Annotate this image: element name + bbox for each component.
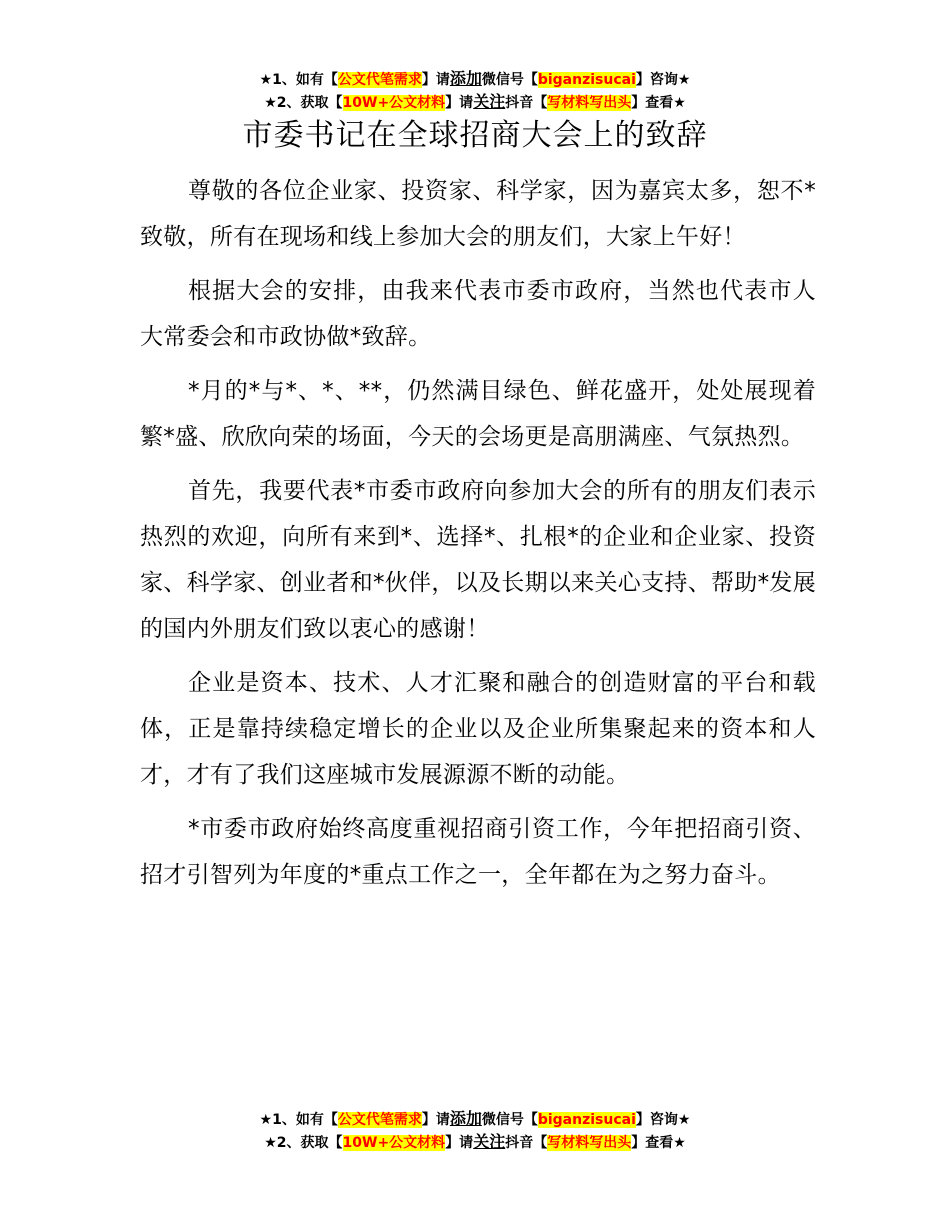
banner-line1-mid1: 】请 [421,1112,450,1128]
banner-line1-mid2: 微信号【 [481,72,538,88]
paragraph-1: 尊敬的各位企业家、投资家、科学家，因为嘉宾太多，恕不*致敬，所有在现场和线上参加大会的朋友们，大家上午好！ [140,178,816,250]
paragraph-3: *月的*与*、*、**，仍然满目绿色、鲜花盛开，处处展现着繁*盛、欣欣向荣的场面，今天的会场更是高朋满座、气氛热烈。 [140,378,816,450]
banner-follow-text: 关注 [473,92,506,111]
document-body [140,168,816,906]
banner-line-2 [0,1130,950,1153]
banner-line2-suffix: 】查看★ [631,1135,686,1151]
banner-line1-mid2: 微信号【 [481,1112,538,1128]
banner-line2-mid2: 抖音【 [505,95,548,111]
banner-follow-text: 关注 [473,1132,506,1151]
banner-douyin-id: 写材料写出头 [547,95,632,111]
banner-add-text: 添加 [449,1109,482,1128]
paragraph-2: 根据大会的安排，由我来代表市委市政府，当然也代表市人大常委会和市政协做*致辞。 [140,278,816,350]
banner-line2-suffix: 】查看★ [631,95,686,111]
banner-wechat-id: biganzisucai [537,72,636,88]
banner-line1-mid1: 】请 [421,72,450,88]
paragraph-5: 企业是资本、技术、人才汇聚和融合的创造财富的平台和载体，正是靠持续稳定增长的企业以及企业所集聚起来的资本和人才，才有了我们这座城市发展源源不断的动能。 [140,670,816,788]
banner-line-1 [0,67,950,90]
banner-need-highlight: 公文代笔需求 [337,72,422,88]
banner-line2-prefix: ★2、获取【 [264,1135,343,1151]
banner-line-1 [0,1107,950,1130]
banner-douyin-id: 写材料写出头 [547,1135,632,1151]
banner-material-highlight: 10W+公文材料 [342,1135,446,1151]
banner-line1-prefix: ★1、如有【 [259,1112,338,1128]
banner-line-2 [0,90,950,113]
banner-line2-prefix: ★2、获取【 [264,95,343,111]
banner-line1-suffix: 】咨询★ [635,1112,691,1128]
bottom-banner [0,1107,950,1153]
top-banner [0,67,950,113]
banner-need-highlight: 公文代笔需求 [337,1112,422,1128]
paragraph-4: 首先，我要代表*市委市政府向参加大会的所有的朋友们表示热烈的欢迎，向所有来到*、选择*、扎根*的企业和企业家、投资家、科学家、创业者和*伙伴，以及长期以来关心支持、帮助*发展的国内外朋友们致以衷心的感谢！ [140,478,816,642]
banner-material-highlight: 10W+公文材料 [342,95,446,111]
banner-add-text: 添加 [449,69,482,88]
banner-line1-suffix: 】咨询★ [635,72,691,88]
banner-line2-mid1: 】请 [445,1135,474,1151]
banner-line2-mid2: 抖音【 [505,1135,548,1151]
banner-line1-prefix: ★1、如有【 [259,72,338,88]
banner-wechat-id: biganzisucai [537,1112,636,1128]
document-title: 市委书记在全球招商大会上的致辞 [242,118,708,153]
banner-line2-mid1: 】请 [445,95,474,111]
paragraph-6: *市委市政府始终高度重视招商引资工作，今年把招商引资、招才引智列为年度的*重点工作之一，全年都在为之努力奋斗。 [140,816,816,888]
